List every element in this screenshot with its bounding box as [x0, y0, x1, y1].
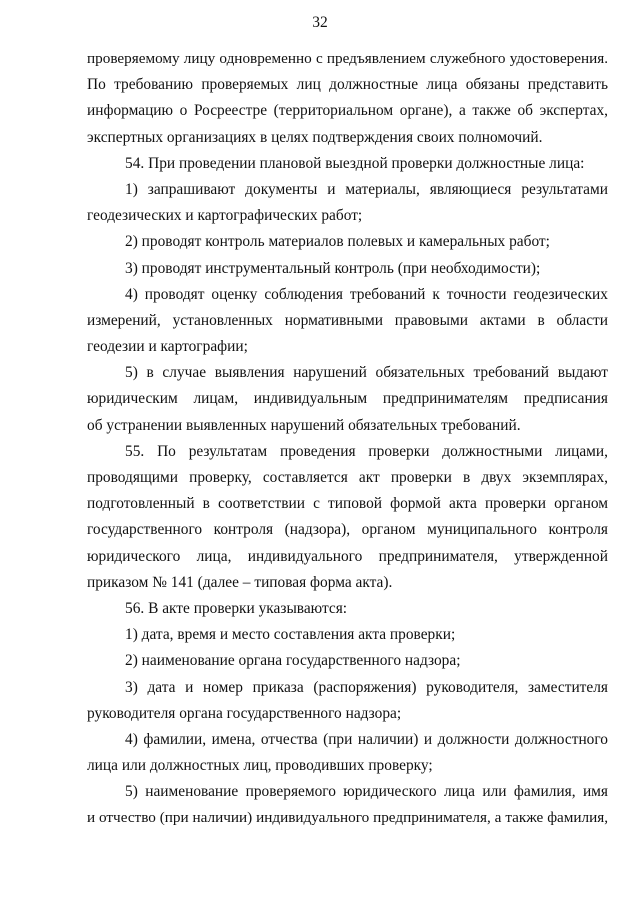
text-line: 56. В акте проверки указываются:: [125, 599, 348, 617]
text-line: юридического лица, индивидуального предпринимателя, утвержденной: [87, 547, 608, 565]
text-line: приказом № 141 (далее – типовая форма акта).: [87, 573, 393, 591]
text-line: 1) запрашивают документы и материалы, являющиеся результатами: [125, 180, 608, 198]
text-line: подготовленный в соответствии с типовой формой акта проверки органом: [87, 495, 608, 513]
text-line: юридическим лицам, индивидуальным предпринимателям предписания: [87, 390, 608, 408]
page-number: 32: [312, 14, 328, 31]
text-line: 1) дата, время и место составления акта проверки;: [125, 626, 456, 644]
text-line: об устранении выявленных нарушений обязательных требований.: [87, 416, 521, 434]
text-line: геодезии и картографии;: [87, 338, 248, 356]
text-line: информацию о Росреестре (территориальном органе), а также об экспертах,: [87, 102, 608, 120]
text-line: и отчество (при наличии) индивидуального предпринимателя, а также фамилия,: [87, 809, 608, 827]
text-line: 5) наименование проверяемого юридического лица или фамилия, имя: [125, 783, 608, 801]
text-line: 54. При проведении плановой выездной проверки должностные лица:: [125, 154, 585, 172]
text-line: геодезических и картографических работ;: [87, 207, 363, 225]
text-line: По требованию проверяемых лиц должностные лица обязаны представить: [87, 76, 608, 94]
text-line: экспертных организациях в целях подтверждения своих полномочий.: [87, 128, 543, 146]
text-line: 2) проводят контроль материалов полевых и камеральных работ;: [125, 233, 550, 251]
text-line: 4) проводят оценку соблюдения требований к точности геодезических: [125, 285, 608, 303]
text-line: 2) наименование органа государственного надзора;: [125, 652, 461, 670]
document-body: [87, 46, 608, 832]
text-line: измерений, установленных нормативными правовыми актами в области: [87, 311, 608, 329]
text-line: лица или должностных лиц, проводивших проверку;: [87, 757, 433, 775]
text-line: 3) проводят инструментальный контроль (при необходимости);: [125, 259, 541, 277]
text-line: 5) в случае выявления нарушений обязательных требований выдают: [125, 364, 608, 382]
text-line: проводящими проверку, составляется акт проверки в двух экземплярах,: [87, 469, 608, 486]
text-line: 55. По результатам проведения проверки должностными лицами,: [125, 442, 608, 460]
text-line: проверяемому лицу одновременно с предъявлением служебного удостоверения.: [87, 50, 608, 67]
text-line: государственного контроля (надзора), органом муниципального контроля: [87, 521, 608, 539]
text-line: руководителя органа государственного надзора;: [87, 704, 402, 722]
text-line: 4) фамилии, имена, отчества (при наличии) и должности должностного: [125, 730, 608, 748]
text-line: 3) дата и номер приказа (распоряжения) руководителя, заместителя: [125, 678, 608, 696]
